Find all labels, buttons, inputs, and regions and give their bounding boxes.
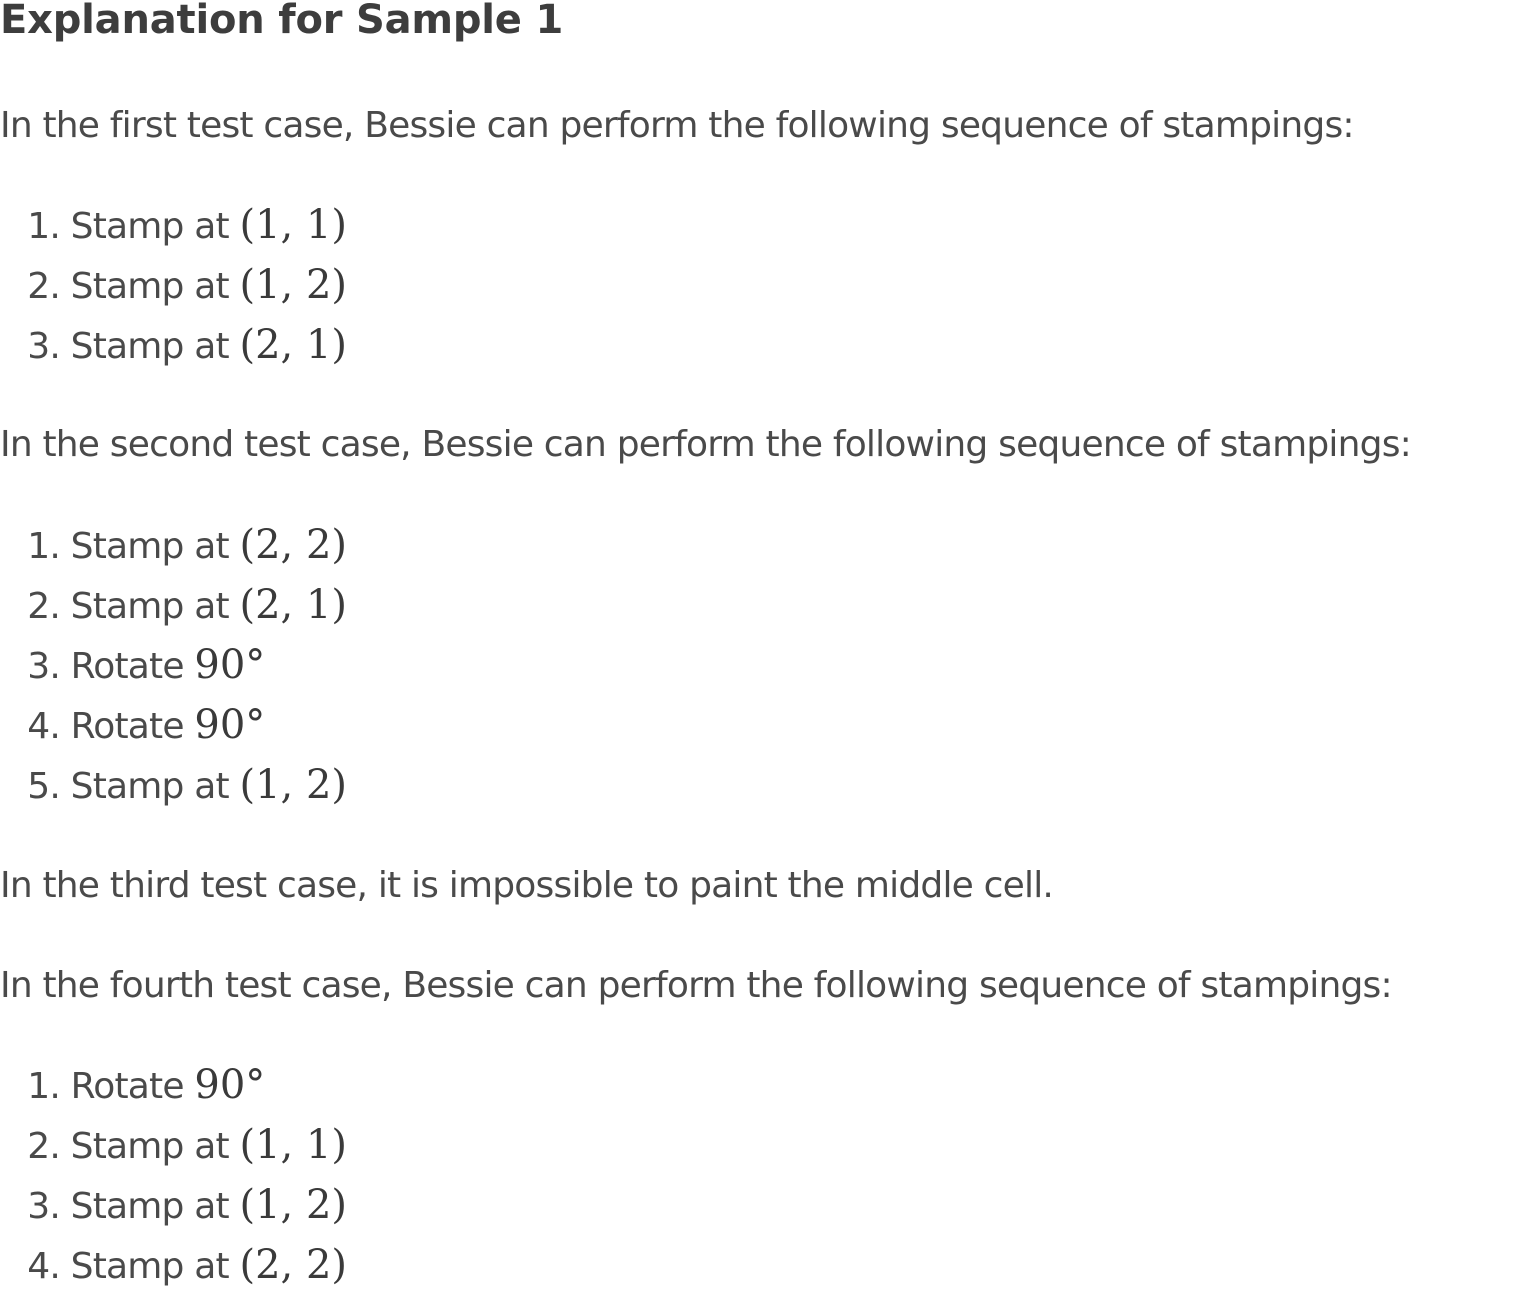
step-text: Stamp at <box>70 1186 229 1227</box>
step-number: 5. <box>27 766 60 807</box>
case2-intro: In the second test case, Bessie can perform the following sequence of stampings: <box>0 424 1411 465</box>
step-text: Stamp at <box>70 1246 229 1287</box>
list-item <box>0 755 347 815</box>
list-item <box>0 1115 347 1175</box>
step-text: Rotate <box>70 1066 184 1107</box>
case1-intro: In the first test case, Bessie can perform the following sequence of stampings: <box>0 105 1354 146</box>
step-text: Stamp at <box>70 766 229 807</box>
case2-steps-list <box>0 515 347 815</box>
list-item <box>0 1055 347 1115</box>
list-item <box>0 315 347 375</box>
step-number: 3. <box>27 1186 60 1227</box>
step-math: (2, 1) <box>239 582 348 628</box>
list-item <box>0 575 347 635</box>
step-math: (2, 2) <box>239 1242 348 1288</box>
case1-steps-list <box>0 195 347 375</box>
step-number: 1. <box>27 206 60 247</box>
step-number: 1. <box>27 1066 60 1107</box>
step-math: (1, 2) <box>239 1182 348 1228</box>
step-text: Stamp at <box>70 1126 229 1167</box>
section-title: Explanation for Sample 1 <box>0 0 564 43</box>
step-math: (1, 1) <box>239 1122 348 1168</box>
step-math: (1, 1) <box>239 202 348 248</box>
step-math: (1, 2) <box>239 262 348 308</box>
step-math: 90° <box>194 702 266 748</box>
step-number: 4. <box>27 706 60 747</box>
step-number: 2. <box>27 266 60 307</box>
list-item <box>0 1235 347 1295</box>
step-text: Rotate <box>70 706 184 747</box>
step-math: 90° <box>194 642 266 688</box>
step-text: Stamp at <box>70 526 229 567</box>
step-math: (2, 1) <box>239 322 348 368</box>
step-math: (2, 2) <box>239 522 348 568</box>
list-item <box>0 1175 347 1235</box>
step-number: 2. <box>27 586 60 627</box>
list-item <box>0 695 347 755</box>
step-text: Rotate <box>70 646 184 687</box>
step-text: Stamp at <box>70 206 229 247</box>
step-number: 1. <box>27 526 60 567</box>
step-number: 4. <box>27 1246 60 1287</box>
step-number: 3. <box>27 646 60 687</box>
list-item <box>0 255 347 315</box>
list-item <box>0 515 347 575</box>
list-item <box>0 195 347 255</box>
step-math: (1, 2) <box>239 762 348 808</box>
step-number: 2. <box>27 1126 60 1167</box>
step-text: Stamp at <box>70 326 229 367</box>
list-item <box>0 635 347 695</box>
step-text: Stamp at <box>70 266 229 307</box>
step-number: 3. <box>27 326 60 367</box>
case4-intro: In the fourth test case, Bessie can perform the following sequence of stampings: <box>0 965 1392 1006</box>
step-text: Stamp at <box>70 586 229 627</box>
step-math: 90° <box>194 1062 266 1108</box>
case4-steps-list <box>0 1055 347 1295</box>
case3-intro: In the third test case, it is impossible to paint the middle cell. <box>0 865 1054 906</box>
